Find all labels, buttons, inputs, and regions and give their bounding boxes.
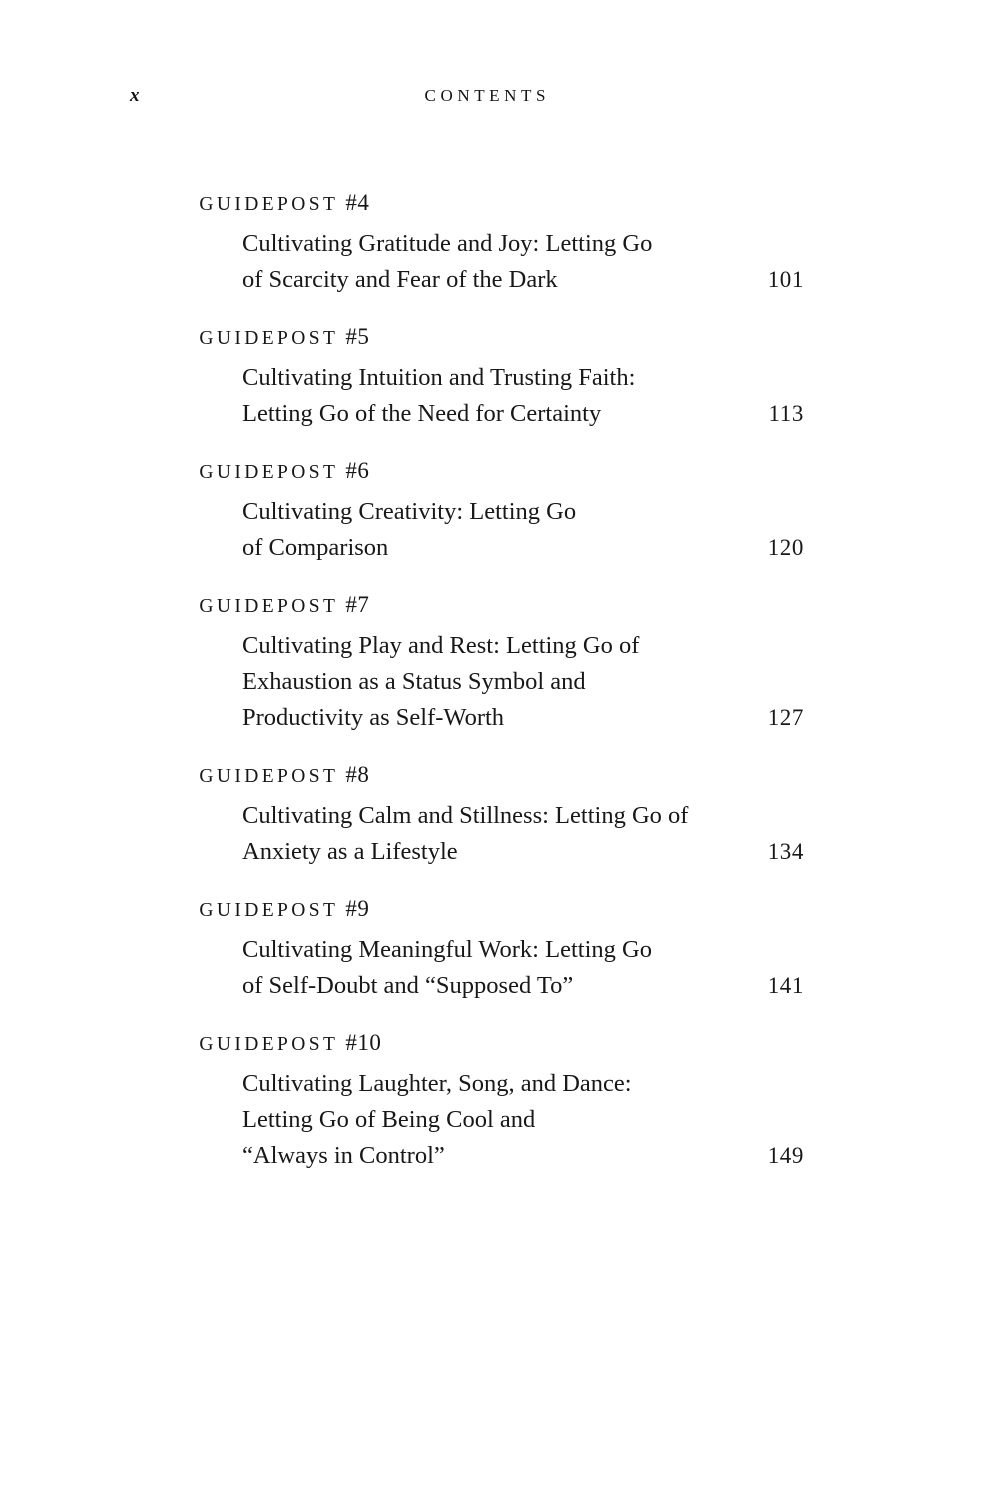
entry-title-line — [242, 262, 804, 298]
toc-entry[interactable] — [196, 892, 804, 1004]
entry-title-line — [242, 360, 804, 396]
entry-title-line — [242, 226, 804, 262]
guidepost-label-word: GUIDEPOST — [199, 766, 339, 787]
entry-title-line — [242, 396, 804, 432]
toc-entry[interactable] — [196, 320, 804, 432]
entry-title-text: Productivity as Self-Worth — [242, 704, 505, 731]
entry-page-number[interactable]: 113 — [768, 401, 804, 426]
guidepost-label-word: GUIDEPOST — [199, 462, 339, 483]
entry-title — [242, 494, 804, 566]
guidepost-label-number: #5 — [345, 324, 370, 349]
entry-page-number[interactable]: 149 — [767, 1143, 804, 1168]
guidepost-label-word: GUIDEPOST — [199, 1034, 339, 1055]
entry-title-text: Anxiety as a Lifestyle — [242, 838, 458, 865]
entry-title-line — [242, 834, 804, 870]
entry-title — [242, 360, 804, 432]
entry-page-number[interactable]: 134 — [767, 839, 804, 864]
toc-entry[interactable] — [196, 186, 804, 298]
entry-title-line — [242, 798, 804, 834]
guidepost-label-number: #7 — [345, 592, 370, 617]
guidepost-label-word: GUIDEPOST — [199, 194, 339, 215]
entry-title-text: Cultivating Gratitude and Joy: Letting Go — [242, 230, 653, 257]
entry-title-text: of Scarcity and Fear of the Dark — [242, 266, 558, 293]
entry-title-line — [242, 700, 804, 736]
table-of-contents — [196, 186, 804, 1174]
page-folio: x — [130, 85, 140, 106]
entry-title-line — [242, 1138, 804, 1174]
entry-title-line — [242, 968, 804, 1004]
entry-title-text: Cultivating Laughter, Song, and Dance: — [242, 1070, 632, 1097]
entry-title-text: Cultivating Play and Rest: Letting Go of — [242, 632, 640, 659]
entry-title-line — [242, 628, 804, 664]
entry-title-line — [242, 1102, 804, 1138]
guidepost-label-number: #9 — [345, 896, 370, 921]
entry-title-text: of Self-Doubt and “Supposed To” — [242, 972, 574, 999]
entry-title — [242, 932, 804, 1004]
entry-title — [242, 798, 804, 870]
guidepost-label — [196, 892, 804, 928]
guidepost-label-word: GUIDEPOST — [199, 596, 339, 617]
entry-page-number[interactable]: 141 — [767, 973, 804, 998]
entry-title-text: “Always in Control” — [242, 1142, 445, 1169]
guidepost-label-word: GUIDEPOST — [199, 900, 339, 921]
entry-title-line — [242, 664, 804, 700]
toc-entry[interactable] — [196, 454, 804, 566]
entry-page-number[interactable]: 127 — [767, 705, 804, 730]
toc-entry[interactable] — [196, 588, 804, 736]
entry-title-text: Cultivating Creativity: Letting Go — [242, 498, 577, 525]
running-title: CONTENTS — [424, 86, 551, 105]
guidepost-label — [196, 320, 804, 356]
entry-title-line — [242, 1066, 804, 1102]
guidepost-label-number: #10 — [345, 1030, 382, 1055]
guidepost-label — [196, 758, 804, 794]
entry-title — [242, 628, 804, 736]
entry-title-text: Cultivating Intuition and Trusting Faith: — [242, 364, 636, 391]
guidepost-label-word: GUIDEPOST — [199, 328, 339, 349]
toc-entry[interactable] — [196, 1026, 804, 1174]
entry-page-number[interactable]: 101 — [767, 267, 804, 292]
entry-title-text: Cultivating Meaningful Work: Letting Go — [242, 936, 652, 963]
entry-title — [242, 226, 804, 298]
guidepost-label — [196, 588, 804, 624]
entry-title-text: Letting Go of Being Cool and — [242, 1106, 536, 1133]
entry-title-line — [242, 932, 804, 968]
guidepost-label — [196, 454, 804, 490]
entry-title-text: Exhaustion as a Status Symbol and — [242, 668, 586, 695]
guidepost-label — [196, 1026, 804, 1062]
entry-title-line — [242, 530, 804, 566]
entry-page-number[interactable]: 120 — [767, 535, 804, 560]
guidepost-label-number: #4 — [345, 190, 370, 215]
entry-title-text: Cultivating Calm and Stillness: Letting Go of — [242, 802, 689, 829]
entry-title-text: Letting Go of the Need for Certainty — [242, 400, 602, 427]
guidepost-label-number: #6 — [345, 458, 370, 483]
guidepost-label — [196, 186, 804, 222]
running-head — [0, 78, 1000, 114]
guidepost-label-number: #8 — [345, 762, 370, 787]
entry-title-line — [242, 494, 804, 530]
toc-entry[interactable] — [196, 758, 804, 870]
entry-title-text: of Comparison — [242, 534, 389, 561]
entry-title — [242, 1066, 804, 1174]
